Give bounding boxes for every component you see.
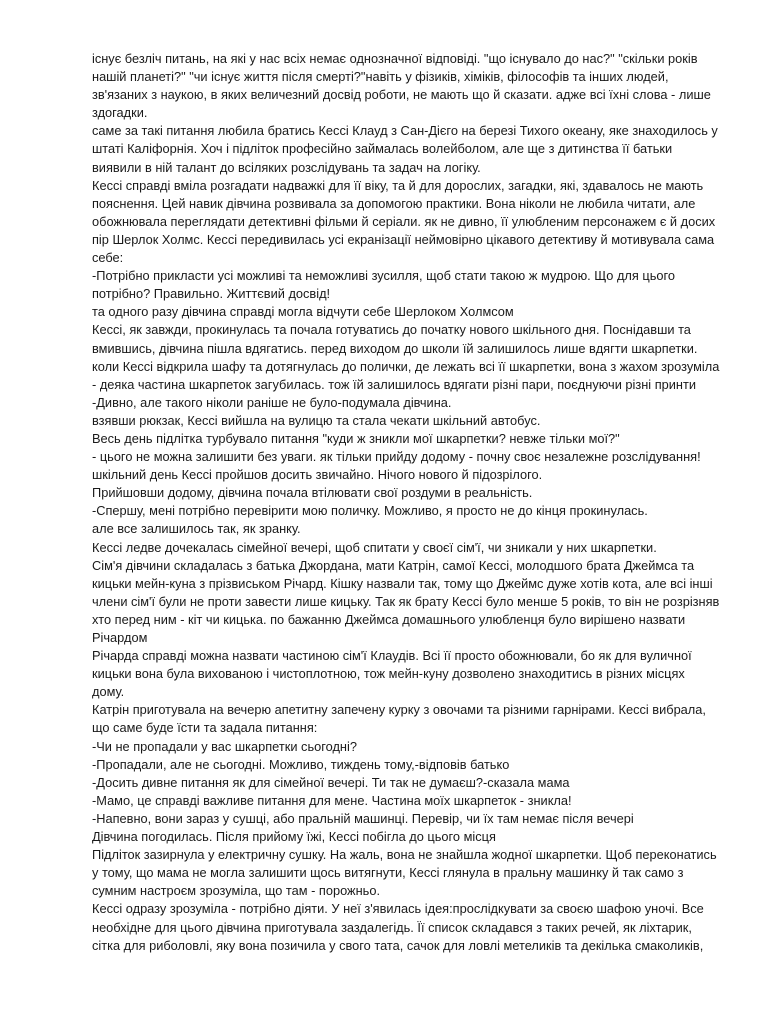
paragraph: -Мамо, це справді важливе питання для мене. Частина моїх шкарпеток - зникла! <box>92 792 572 808</box>
document-body <box>92 50 720 955</box>
paragraph: -Потрібно прикласти усі можливі та неможливі зусилля, щоб стати такою ж мудрою. Що для цього потрібно? Правильно. Життєвий досвід! <box>92 268 675 302</box>
paragraph: та одного разу дівчина справді могла відчути себе Шерлоком Холмсом <box>92 304 514 320</box>
paragraph: Сім'я дівчини складалась з батька Джордана, мати Катрін, самої Кессі, молодшого брата Джеймса та кицьки мейн-куна з прізвиськом Річард. Кішку назвали так, тому що Джеймс дуже хотів кота, але всі інші члени сім'ї були не проти завести лише кицьку. Так як брату Кессі було менше 5 років, то він не розрізняв хто перед ним - кіт чи кицька. по бажанню Джеймса домашнього улюбленця було вирішено назвати Річардом <box>92 557 720 645</box>
paragraph: Дівчина погодилась. Після прийому їжі, Кессі побігла до цього місця <box>92 829 496 845</box>
paragraph: Кессі, як завжди, прокинулась та почала готуватись до початку нового шкільного дня. Поснідавши та вмившись, дівчина пішла вдягатись. перед виходом до школи їй залишилось лише вдягти шкарпетки. коли Кессі відкрила шафу та дотягнулась до полички, де лежать всі її шкарпетки, вона з жахом зрозуміла - деяка частина шкарпеток загубилась. тож їй залишилось вдягати різні пари, поєднуючи різні принти <box>92 322 720 392</box>
paragraph: існує безліч питань, на які у нас всіх немає однозначної відповіді. "що існувало до нас?" "скільки років нашій планеті?" "чи існує життя після смерті?"навіть у фізиків, хіміків, філософів та інших людей, зв'язаних з наукою, в яких величезний досвід роботи, не мають що й сказати. адже всі їхні слова - лише здогадки. <box>92 51 711 121</box>
paragraph: Весь день підлітка турбувало питання "куди ж зникли мої шкарпетки? невже тільки мої?" <box>92 430 620 446</box>
paragraph: Катрін приготувала на вечерю апетитну запечену курку з овочами та різними гарнірами. Кессі вибрала, що саме буде їсти та задала питання: <box>92 702 706 736</box>
paragraph: Підліток зазирнула у електричну сушку. На жаль, вона не знайшла жодної шкарпетки. Щоб переконатись у тому, що мама не могла залишити щось витягнути, Кессі глянула в пральну машинку й так само з сумним настроєм зрозуміла, що там - порожньо. <box>92 847 717 899</box>
paragraph: -Напевно, вони зараз у сушці, або пральній машинці. Перевір, чи їх там немає після вечері <box>92 810 634 826</box>
paragraph: Річарда справді можна назвати частиною сім'ї Клаудів. Всі її просто обожнювали, бо як для вуличної кицьки вона була вихованою і чистоплотною, тож мейн-куну дозволено знаходитись в різних місцях дому. <box>92 648 692 700</box>
paragraph: Кессі ледве дочекалась сімейної вечері, щоб спитати у своєї сім'ї, чи зникали у них шкарпетки. <box>92 539 657 555</box>
paragraph: взявши рюкзак, Кессі вийшла на вулицю та стала чекати шкільний автобус. <box>92 412 541 428</box>
paragraph: саме за такі питання любила братись Кессі Клауд з Сан-Дієго на березі Тихого океану, яке знаходилось у штаті Каліфорнія. Хоч і підліток професійно займалась волейболом, але ще з дитинства її батьки виявили в ній талант до всіляких розслідувань та задач на логіку. <box>92 123 718 175</box>
paragraph: -Чи не пропадали у вас шкарпетки сьогодні? <box>92 738 357 754</box>
paragraph: шкільний день Кессі пройшов досить звичайно. Нічого нового й підозрілого. <box>92 467 543 483</box>
paragraph: -Спершу, мені потрібно перевірити мою поличку. Можливо, я просто не до кінця прокинулась. <box>92 503 648 519</box>
paragraph: Кессі справді вміла розгадати надважкі для її віку, та й для дорослих, загадки, які, здавалось не мають пояснення. Цей навик дівчина розвивала за допомогою практики. Вона ніколи не любила читати, але обожнювала переглядати детективні фільми й серіали. як не дивно, її улюбленим персонажем є й досих пір Шерлок Холмс. Кессі передивилась усі екранізації неймовірно цікавого детективу й мотивувала сама себе: <box>92 177 716 266</box>
paragraph: -Пропадали, але не сьогодні. Можливо, тиждень тому,-відповів батько <box>92 756 510 772</box>
paragraph: але все залишилось так, як зранку. <box>92 521 301 537</box>
paragraph: - цього не можна залишити без уваги. як тільки прийду додому - почну своє незалежне розслідування! <box>92 449 701 465</box>
paragraph: -Досить дивне питання як для сімейної вечері. Ти так не думаєш?-сказала мама <box>92 774 570 790</box>
paragraph: -Дивно, але такого ніколи раніше не було-подумала дівчина. <box>92 394 452 410</box>
paragraph: Кессі одразу зрозуміла - потрібно діяти. У неї з'явилась ідея:прослідкувати за своєю шафою уночі. Все необхідне для цього дівчина приготувала заздалегідь. Її список складався з таких речей, як ліхтарик, сітка для риболовлі, яку вона позичила у свого тата, сачок для ловлі метеликів та декілька смаколиків, <box>92 901 704 953</box>
paragraph: Прийшовши додому, дівчина почала втілювати свої роздуми в реальність. <box>92 485 533 501</box>
